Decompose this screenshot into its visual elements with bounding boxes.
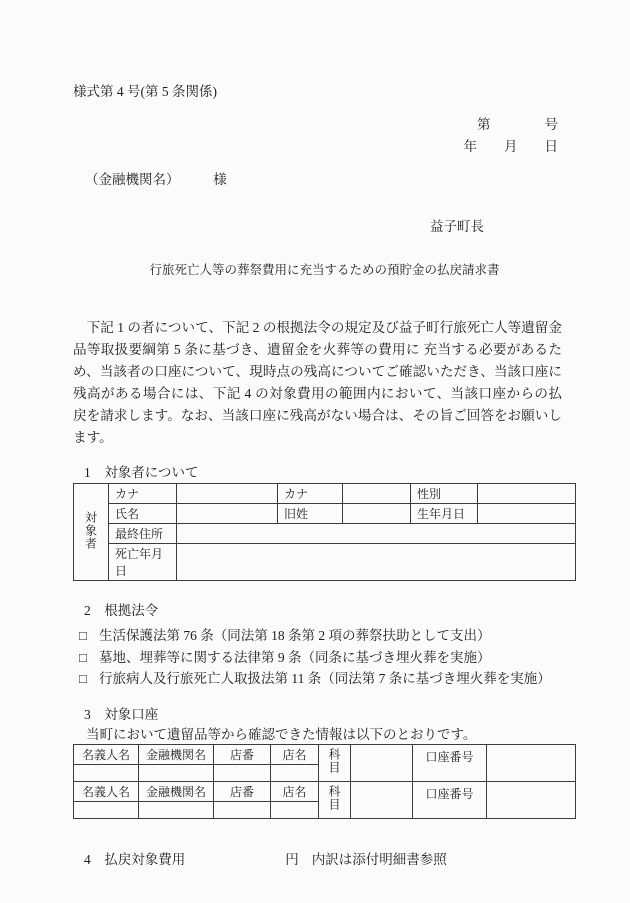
- branch-name-value-cell: [271, 801, 319, 818]
- sex-label: 性別: [411, 484, 478, 504]
- subject-table: [73, 483, 576, 581]
- holder-name-value-cell: [74, 764, 139, 781]
- section-4-heading: 4 払戻対象費用: [84, 851, 186, 867]
- addressee-line: （金融機関名） 様: [85, 172, 227, 187]
- date-line: 年 月 日: [463, 139, 558, 154]
- legal-basis-item-text: 行旅病人及行旅死亡人取扱法第 11 条（同法第 7 条に基づき埋火葬を実施）: [99, 671, 551, 686]
- former-name-label: 旧姓: [278, 504, 343, 524]
- account-type-value-cell: [351, 744, 413, 781]
- account-number-value-cell: [487, 744, 576, 781]
- account-table: [73, 744, 576, 819]
- yen-unit-label: 円: [285, 851, 299, 867]
- legal-basis-item-text: 生活保護法第 76 条（同法第 18 条第 2 項の葬祭扶助として支出）: [99, 628, 491, 643]
- table-row: [74, 524, 576, 544]
- document-number-line: 第 号: [477, 117, 558, 132]
- branch-number-label: 店番: [214, 781, 271, 801]
- account-type-label: [319, 781, 351, 818]
- holder-name-label: 名義人名: [74, 744, 139, 764]
- former-name-kana-label: カナ: [278, 484, 343, 504]
- list-item: [73, 668, 576, 690]
- subject-row-group-label-text: 対象者: [83, 510, 98, 550]
- table-row: [74, 544, 576, 581]
- document-title: 行旅死亡人等の葬祭費用に充当するための預貯金の払戻請求書: [149, 263, 500, 277]
- death-date-value-cell: [177, 544, 576, 581]
- table-row: [74, 744, 576, 764]
- bank-name-value-cell: [139, 764, 214, 781]
- holder-name-label: 名義人名: [74, 781, 139, 801]
- legal-basis-item-text: 墓地、埋葬等に関する法律第 9 条（同条に基づき埋火葬を実施）: [99, 649, 491, 665]
- birth-date-value-cell: [478, 504, 576, 524]
- account-number-label: 口座番号: [413, 744, 487, 781]
- section-4-line: [73, 852, 576, 868]
- former-name-value-cell: [343, 504, 411, 524]
- birth-date-label: 生年月日: [411, 504, 478, 524]
- kana-value-cell: [177, 484, 278, 504]
- account-block-2: [74, 781, 576, 818]
- branch-name-label: 店名: [271, 744, 319, 764]
- branch-number-label: 店番: [214, 744, 271, 764]
- death-date-label: 死亡年月日: [109, 544, 177, 581]
- account-type-label-text: 科目: [327, 784, 341, 811]
- bank-name-label: 金融機関名: [139, 781, 214, 801]
- last-address-value-cell: [177, 524, 576, 544]
- checkbox-icon: □: [79, 628, 87, 643]
- table-row: [74, 484, 576, 504]
- section-3-heading: 3 対象口座: [84, 706, 159, 722]
- sender-name: 益子町長: [430, 219, 484, 234]
- checkbox-icon: □: [79, 671, 87, 686]
- holder-name-value-cell: [74, 801, 139, 818]
- account-block-1: [74, 744, 576, 781]
- name-value-cell: [177, 504, 278, 524]
- section-3-note: 当町において遺留品等から確認できた情報は以下のとおりです。: [86, 726, 477, 742]
- account-number-label: 口座番号: [413, 781, 487, 818]
- last-address-label: 最終住所: [109, 524, 177, 544]
- account-type-value-cell: [351, 781, 413, 818]
- list-item: [73, 625, 576, 647]
- name-label: 氏名: [109, 504, 177, 524]
- former-name-kana-value-cell: [343, 484, 411, 504]
- section-4-note: 内訳は添付明細書参照: [311, 851, 447, 867]
- branch-name-value-cell: [271, 764, 319, 781]
- bank-name-label: 金融機関名: [139, 744, 214, 764]
- branch-name-label: 店名: [271, 781, 319, 801]
- legal-basis-list: [73, 625, 576, 690]
- bank-name-value-cell: [139, 801, 214, 818]
- kana-label: カナ: [109, 484, 177, 504]
- form-number: 様式第 4 号(第 5 条関係): [73, 84, 217, 99]
- table-row: [74, 781, 576, 801]
- sex-value-cell: [478, 484, 576, 504]
- branch-number-value-cell: [214, 764, 271, 781]
- section-1-heading: 1 対象者について: [84, 465, 199, 480]
- account-type-label-text: 科目: [327, 747, 341, 774]
- table-row: [74, 504, 576, 524]
- account-number-value-cell: [487, 781, 576, 818]
- body-paragraph: 下記 1 の者について、下記 2 の根拠法令の規定及び益子町行旅死亡人等遺留金品等取扱要綱第 5 条に基づき、遺留金を火葬等の費用に 充当する必要があるため、当該者の口座について、現時点の残高についてご確認いただき、当該口座に残高がある場合には、下記 4 の対象費用の範囲内において、当該口座からの払戻を請求します。なお、当該口座に残高がない場合は、その旨ご回答をお願いします。: [73, 320, 562, 445]
- checkbox-icon: □: [79, 649, 87, 665]
- account-type-label: [319, 744, 351, 781]
- section-2-heading: 2 根拠法令: [84, 603, 159, 618]
- subject-row-group-label: [74, 484, 109, 581]
- list-item: [73, 647, 576, 669]
- branch-number-value-cell: [214, 801, 271, 818]
